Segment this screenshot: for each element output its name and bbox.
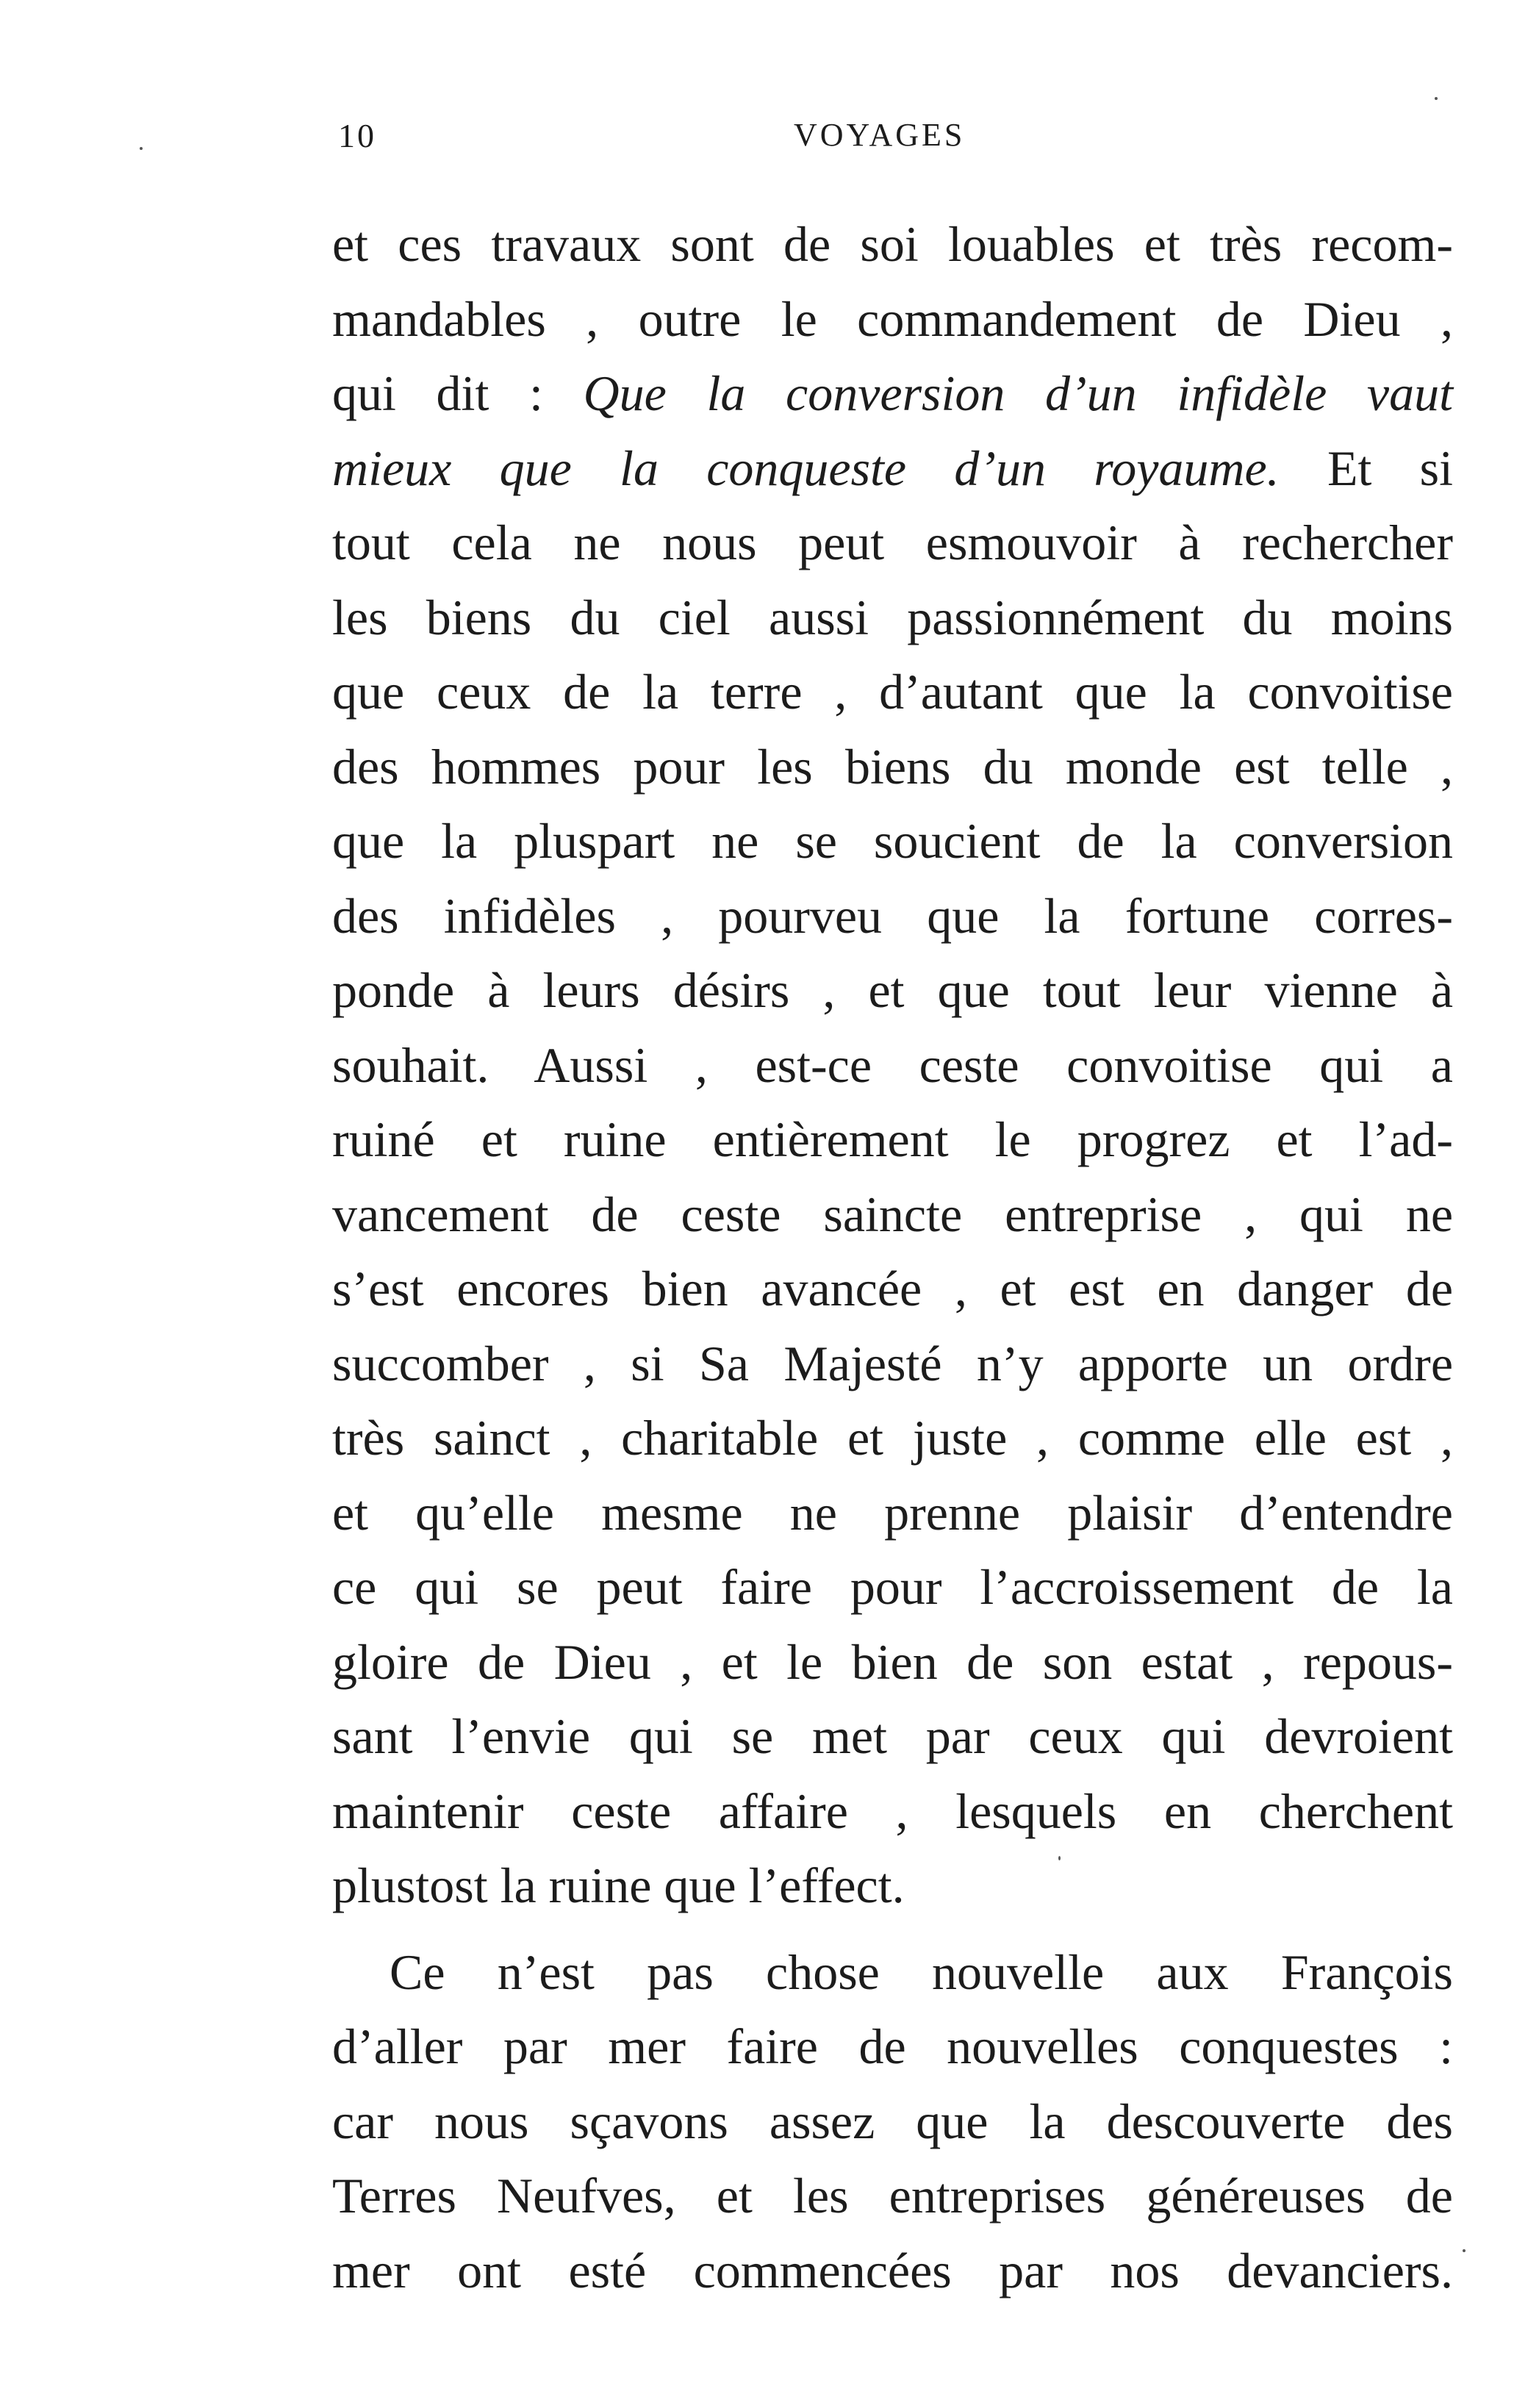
text-line: plustost la ruine que l’effect. <box>332 1857 905 1913</box>
text-line: vancement de ceste saincte entreprise , qui ne <box>332 1186 1453 1242</box>
paragraph <box>332 1935 1453 2309</box>
paper-speck <box>1435 97 1438 100</box>
text-line: les biens du ciel aussi passionnément du moins <box>332 589 1453 645</box>
paper-speck <box>1463 2249 1466 2252</box>
text-line: des infidèles , pourveu que la fortune corres- <box>332 887 1453 944</box>
text-line: mer ont esté commencées par nos devanciers. <box>332 2242 1453 2298</box>
text-line: d’aller par mer faire de nouvelles conquestes : <box>332 2018 1453 2074</box>
text-line: ruiné et ruine entièrement le progrez et l’ad- <box>332 1111 1453 1167</box>
text-line: des hommes pour les biens du monde est telle , <box>332 738 1453 795</box>
text-line: Ce n’est pas chose nouvelle aux François <box>390 1943 1453 2000</box>
italic-quote: Que la conversion d’un infidèle vaut <box>583 365 1453 421</box>
body-text <box>332 207 1453 2308</box>
text-line: s’est encores bien avancée , et est en danger de <box>332 1261 1453 1316</box>
text-line: succomber , si Sa Majesté n’y apporte un ordre <box>332 1335 1453 1391</box>
paper-speck <box>140 147 143 150</box>
running-title: VOYAGES <box>794 117 966 153</box>
text-line: et qu’elle mesme ne prenne plaisir d’entendre <box>332 1484 1453 1541</box>
text-line: que la pluspart ne se soucient de la conversion <box>332 813 1453 869</box>
text-line: mandables , outre le commandement de Dieu , <box>332 290 1453 347</box>
paragraph <box>332 207 1453 1924</box>
text-line: que ceux de la terre , d’autant que la convoitise <box>332 664 1453 720</box>
text-line: maintenir ceste affaire , lesquels en cherchent <box>332 1782 1453 1839</box>
italic-quote: mieux que la conqueste d’un royaume. <box>332 440 1280 496</box>
text-line: et ces travaux sont de soi louables et très recom- <box>332 216 1453 272</box>
page-number: 10 <box>338 117 376 154</box>
text-line: sant l’envie qui se met par ceux qui devroient <box>332 1708 1453 1764</box>
text-line: mieux que la conqueste d’un royaume. Et si <box>332 440 1453 496</box>
text-line: souhait. Aussi , est-ce ceste convoitise qui a <box>332 1036 1453 1093</box>
text-line: ponde à leurs désirs , et que tout leur vienne à <box>332 962 1453 1018</box>
running-head <box>338 116 1441 168</box>
text-line: Terres Neufves, et les entreprises généreuses de <box>332 2168 1453 2224</box>
text-line: très sainct , charitable et juste , comme elle est , <box>332 1410 1453 1466</box>
text-line: tout cela ne nous peut esmouvoir à rechercher <box>332 515 1453 570</box>
text-line: gloire de Dieu , et le bien de son estat , repous- <box>332 1633 1453 1690</box>
text-line: qui dit : Que la conversion d’un infidèle vaut <box>332 365 1453 421</box>
paper-speck <box>1058 1856 1061 1860</box>
text-line: ce qui se peut faire pour l’accroissement de la <box>332 1559 1453 1615</box>
text-line: car nous sçavons assez que la descouverte des <box>332 2093 1453 2149</box>
